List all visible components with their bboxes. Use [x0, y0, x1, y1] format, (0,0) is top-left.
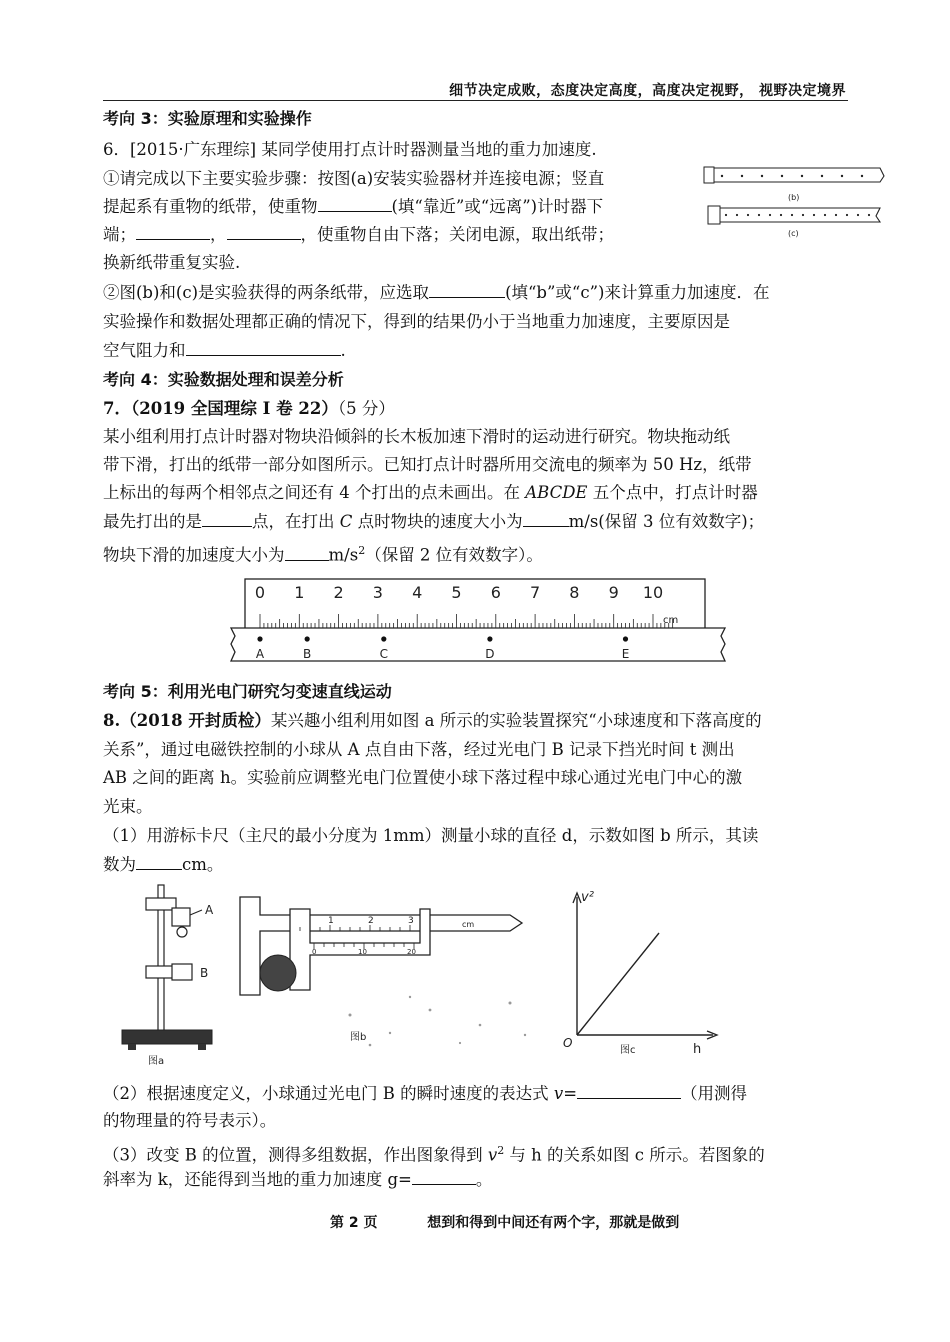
blank-q8-1[interactable]: [136, 855, 182, 870]
cal-label-1: 1: [328, 916, 334, 926]
q6-line-3: 提起系有重物的纸带，使重物 (填“靠近”或“远离”)计时器下: [103, 197, 604, 216]
tape-b-label: (b): [788, 193, 800, 202]
tape-c: [714, 208, 880, 222]
q8-line-5: （1）用游标卡尺（主尺的最小分度为 1mm）测量小球的直径 d，示数如图 b 所示，其读: [103, 826, 759, 845]
ruler-number: 2: [333, 583, 344, 602]
tape-point-label: D: [485, 647, 495, 661]
page-header: [103, 78, 848, 101]
blank-q7-2[interactable]: [523, 512, 569, 527]
ruler-number: 9: [608, 583, 619, 602]
tape-b-dots: [721, 175, 863, 177]
tape-point-label: C: [379, 647, 388, 661]
fig-c-label: 图c: [620, 1045, 636, 1056]
ruler-unit: cm: [663, 615, 679, 626]
tape-c-clip: [708, 206, 720, 224]
blank-q8-3[interactable]: [412, 1170, 476, 1185]
q6-line-6: ②图(b)和(c)是实验获得的两条纸带，应选取 (填“b”或“c”)来计算重力加速度．在: [103, 283, 770, 302]
q7-line-1: 某小组利用打点计时器对物块沿倾斜的长木板加速下滑时的运动进行研究。物块拖动纸: [103, 427, 730, 446]
fig-b-label: 图b: [350, 1032, 367, 1043]
axis-y-label: v²: [581, 890, 594, 905]
section-3-title: 考向 3：实验原理和实验操作: [103, 109, 312, 128]
photogate: [172, 964, 192, 980]
fig-a-label: 图a: [148, 1056, 165, 1067]
blank-q6-2[interactable]: [136, 225, 210, 240]
blank-q6-4[interactable]: [429, 283, 505, 298]
ball: [177, 927, 187, 937]
page-footer: [330, 1212, 679, 1232]
q6-line-5: 换新纸带重复实验.: [103, 253, 241, 272]
ruler-number: 8: [569, 583, 580, 602]
q6-line-1: 6．[2015·广东理综] 某同学使用打点计时器测量当地的重力加速度.: [103, 140, 597, 159]
tape-b: [708, 168, 884, 182]
ruler-number: 1: [294, 583, 305, 602]
page-number: 第 2 页: [330, 1215, 378, 1231]
v2-h-line: [577, 933, 659, 1035]
cal-label-3: 3: [408, 916, 414, 926]
cal-unit: cm: [462, 920, 475, 929]
header-motto: 细节决定成败，态度决定高度，高度决定视野， 视野决定境界: [449, 83, 846, 99]
q8-line-3: AB 之间的距离 h。实验前应调整光电门位置使小球下落过程中球心通过光电门中心的激: [103, 768, 743, 787]
vernier-label-10: 10: [358, 948, 367, 956]
ruler-number: 0: [254, 583, 266, 602]
ruler-number: 10: [642, 583, 664, 602]
figure-c-graph: [555, 885, 730, 1060]
q8-line-4: 光束。: [103, 797, 153, 816]
figure-b-caliper: [230, 885, 540, 1055]
tape-b-clip: [704, 167, 714, 183]
q6-line-8: 空气阻力和 .: [103, 341, 346, 360]
ruler-number: 5: [451, 583, 462, 602]
q8-line-10: 斜率为 k，还能得到当地的重力加速度 g= 。: [103, 1170, 493, 1189]
q8-line-9: （3）改变 B 的位置，测得多组数据，作出图象得到 $v^2$ 与 h 的关系如图 c 所示。若图象的: [103, 1144, 765, 1165]
ruler-number: 3: [372, 583, 383, 602]
tape-c-dots: [725, 214, 870, 216]
tape-point: [623, 636, 628, 641]
blank-q6-1[interactable]: [318, 197, 392, 212]
blank-q6-3[interactable]: [227, 225, 301, 240]
origin-label: O: [563, 1036, 573, 1050]
q7-line-5: 物块下滑的加速度大小为 $m/s^2$（保留 2 位有效数字）。: [103, 544, 543, 565]
figure-a-stand: [110, 880, 230, 1070]
noise-texture: [349, 996, 527, 1047]
q6-line-7: 实验操作和数据处理都正确的情况下，得到的结果仍小于当地重力加速度，主要原因是: [103, 312, 730, 331]
tape-point-label: E: [621, 647, 630, 661]
ruler-number: 7: [530, 583, 541, 602]
ruler-number: 4: [412, 583, 423, 602]
q8-line-7: （2）根据速度定义，小球通过光电门 B 的瞬时速度的表达式 v= （用测得: [103, 1084, 748, 1103]
blank-q6-5[interactable]: [186, 341, 341, 356]
blank-q7-3[interactable]: [285, 546, 329, 561]
q7-line-2: 带下滑，打出的纸带一部分如图所示。已知打点计时器所用交流电的频率为 50 Hz，纸带: [103, 455, 752, 474]
q7-line-3: 上标出的每两个相邻点之间还有 4 个打出的点未画出。在 ABCDE 五个点中，打点计时器: [103, 483, 758, 502]
vernier-label-0: 0: [312, 948, 317, 956]
q8-line-6: 数为 cm。: [103, 855, 224, 874]
tape-c-label: (c): [788, 229, 799, 238]
ruler-body: [245, 579, 705, 631]
q6-line-2: ①请完成以下主要实验步骤：按图(a)安装实验器材并连接电源；竖直: [103, 169, 605, 188]
tape-point: [381, 636, 386, 641]
tape-point-label: B: [303, 647, 312, 661]
ruler-number: 6: [490, 583, 501, 602]
q8-line-8: 的物理量的符号表示）。: [103, 1111, 277, 1130]
q7-line-4: 最先打出的是 点，在打出 C 点时物块的速度大小为 m/s(保留 3 位有效数字)；: [103, 512, 765, 531]
q8-line-1: 8.（2018 开封质检）某兴趣小组利用如图 a 所示的实验装置探究“小球速度和下落高度的: [103, 711, 762, 730]
electromagnet: [172, 908, 190, 926]
q8-line-2: 关系”，通过电磁铁控制的小球从 A 点自由下落，经过光电门 B 记录下挡光时间 t 测出: [103, 740, 735, 759]
tape-figures: [700, 160, 890, 240]
q7-title: 7．（2019 全国理综 I 卷 22）（5 分）: [103, 399, 395, 418]
tape-point: [257, 636, 262, 641]
label-A: A: [205, 903, 214, 917]
footer-motto: 想到和得到中间还有两个字，那就是做到: [427, 1215, 680, 1231]
tape-point-label: A: [255, 647, 265, 661]
tape-point: [487, 636, 492, 641]
tape-point: [305, 636, 310, 641]
ruler-figure: [225, 576, 735, 668]
blank-q8-2[interactable]: [577, 1084, 681, 1099]
vernier-label-20: 20: [407, 948, 416, 956]
measured-ball: [260, 955, 296, 991]
axis-x-label: h: [693, 1042, 702, 1057]
q6-line-4: 端； ， ，使重物自由下落；关闭电源，取出纸带；: [103, 225, 614, 244]
cal-label-2: 2: [368, 916, 374, 926]
section-4-title: 考向 4：实验数据处理和误差分析: [103, 370, 344, 389]
blank-q7-1[interactable]: [202, 512, 252, 527]
stand-base: [122, 1030, 212, 1044]
label-B: B: [200, 966, 209, 980]
section-5-title: 考向 5：利用光电门研究匀变速直线运动: [103, 682, 392, 701]
